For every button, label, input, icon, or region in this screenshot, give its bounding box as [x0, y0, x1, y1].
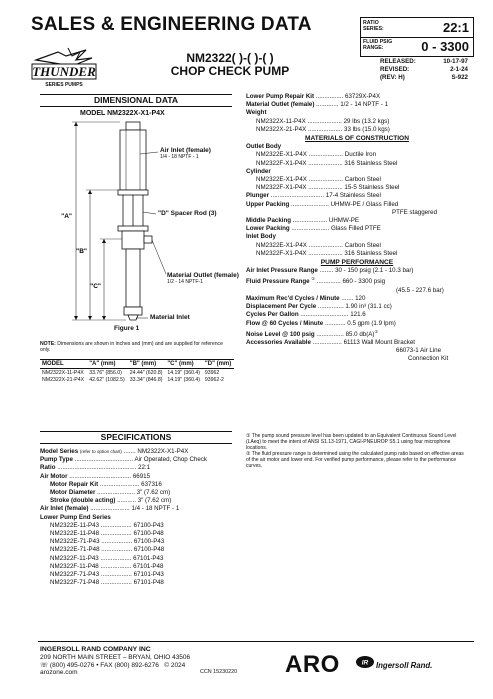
col-header: MODEL	[40, 360, 87, 369]
list-item: NM2322F-X1-P4X .................... 15-5 Stainless Steel	[256, 184, 400, 192]
spec-air-inlet: Air Inlet (female) ....................... 1/4 - 18 NPTF - 1	[40, 505, 180, 513]
ccn-number: CCN 15230220	[200, 669, 238, 675]
spec-label: Motor Repair Kit	[50, 480, 99, 488]
note-text: Dimensions are shown in inches and (mm) and are supplied for reference only.	[40, 341, 223, 353]
table-cell: 93962	[204, 369, 220, 376]
fluid-pressure-range: Fluid Pressure Range ② .............. 660 - 3300 psig	[246, 276, 386, 286]
spec-label: Pump Type	[40, 456, 73, 464]
air-inlet-callout	[160, 147, 211, 161]
company-website[interactable]: arozone.com	[40, 669, 78, 677]
max-cycles: Maximum Rec'd Cycles / Minute ....... 120	[246, 294, 366, 302]
spec-value: 3" (7.62 cm)	[136, 489, 171, 497]
middle-packing: Middle Packing .................... UHMW-PE	[246, 217, 360, 225]
footnote-1: ① The pump sound pressure level has been updated to an Equivalent Continuous Sound Level (LAeq) to meet the intent of ANSI S1.13-1971, CAGI-PNEUROP S5.1 using four microphone locations.	[246, 433, 457, 451]
released-value: 10-17-97	[443, 58, 468, 65]
upper-packing-cont: PTFE staggered	[392, 208, 438, 216]
company-info	[40, 646, 190, 677]
revised-label: REVISED:	[380, 66, 410, 73]
list-item: NM2322E-X1-P4X .................... Carbon Steel	[256, 176, 381, 184]
spec-label: Motor Diameter	[50, 489, 96, 497]
list-item: NM2322E-11-P48 .................. 67100-P48	[50, 530, 164, 538]
revised-value: 2-1-24	[450, 66, 468, 73]
lower-repair-kit: Lower Pump Repair Kit ................ 63729X-P4X	[246, 93, 381, 100]
specifications-list	[40, 448, 236, 587]
list-item: NM2322E-X1-P4X .................... Ductile Iron	[256, 151, 377, 159]
table-cell: 42.62" (1082.5)	[89, 376, 125, 383]
col-header: "B" (mm)	[128, 360, 166, 369]
upper-packing: Upper Packing ...................... UHMW-PE / Glass Filled	[246, 200, 399, 208]
ratio-label: RATIO SERIES:	[363, 20, 384, 32]
spec-label: Air Inlet (female)	[40, 505, 89, 513]
material-outlet: Material Outlet (female) ............. 1/2 - 14 NPTF - 1	[246, 101, 389, 109]
spec-ratio: Ratio .............................................. 22:1	[40, 464, 151, 472]
spacer-rod-callout: "D" Spacer Rod (3)	[158, 210, 217, 217]
model-heading	[170, 52, 290, 78]
model-number: NM2322( )-( )-( )	[186, 51, 274, 65]
materials-heading: MATERIALS OF CONSTRUCTION	[305, 135, 409, 143]
list-item: NM2322F-11-P43 .................. 67101-P43	[50, 554, 164, 562]
air-inlet-callout-label: Air Inlet (female)	[160, 147, 211, 154]
spec-motor-repair: Motor Repair Kit ....................... 637316	[50, 480, 162, 488]
cycles-per-gallon: Cycles Per Gallon ............................ 121.6	[246, 311, 366, 319]
spec-stroke: Stroke (double acting) ........... 3" (7.62 cm)	[50, 497, 172, 505]
note-label: NOTE:	[40, 341, 56, 347]
accessories: Accessories Available ................. 61113 Wall Mount Bracket	[246, 339, 415, 347]
specifications-heading: SPECIFICATIONS	[40, 431, 232, 444]
spec-value: 66915	[132, 472, 151, 480]
list-item: NM2322F-X1-P4X .................... 316 Stainless Steel	[256, 159, 398, 167]
col-header: "A" (mm)	[87, 360, 128, 369]
table-cell: NM2322X-11-P4X	[42, 369, 84, 376]
performance-heading: PUMP PERFORMANCE	[320, 259, 394, 267]
material-inlet-callout: Material Inlet	[150, 314, 190, 321]
table-cell: 93962-2	[204, 376, 224, 383]
logo-text: THUNDER	[32, 64, 96, 79]
page-title: SALES & ENGINEERING DATA	[31, 14, 312, 35]
cylinder-label: Cylinder	[246, 167, 271, 175]
noise-level: Noise Level @ 100 psig ................ 85.0 db(A)①	[246, 328, 379, 338]
material-outlet-callout-sub: 1/2 - 14 NPTF-1	[167, 279, 203, 285]
right-column-specs	[246, 93, 468, 364]
company-phone: ☏ (800) 495-0276 • FAX (800) 892-6276 © 2024	[40, 661, 186, 669]
rev-label: (REV: H)	[380, 74, 405, 81]
list-item: NM2322X-11-P4X .................... 29 lbs (13.2 kgs)	[256, 117, 390, 125]
spec-label: Air Motor	[40, 472, 68, 480]
list-item: NM2322F-71-P43 .................. 67101-P43	[50, 571, 164, 579]
spec-air-motor: Air Motor .................................... 66915	[40, 472, 151, 480]
thunder-series-logo	[28, 46, 100, 94]
accessories-cont: 66073-1 Air Line	[396, 347, 442, 355]
figure-caption: Figure 1	[114, 325, 140, 332]
table-row	[40, 369, 234, 377]
spec-pump-type: Pump Type .................................. Air Operated, Chop Check	[40, 456, 208, 464]
list-item: NM2322F-71-P48 .................. 67101-P48	[50, 579, 164, 587]
col-header: "D" (mm)	[203, 360, 234, 369]
displacement: Displacement Per Cycle ............... 1.90 in³ (31.1 cc)	[246, 303, 392, 311]
footnotes	[246, 433, 468, 469]
material-outlet-callout-label: Material Outlet (female)	[167, 272, 239, 279]
table-cell: NM2322X-21-P4X	[42, 376, 85, 383]
aro-logo: ARO	[285, 651, 340, 678]
outlet-body-label: Outlet Body	[246, 143, 282, 151]
table-cell: 24.44" (620.8)	[129, 369, 163, 376]
table-row	[40, 376, 234, 383]
footnote-2: ② The fluid pressure range is determined using the calculated pump ratio based on effective areas of the air motor and lower end. For verified pump performance, please refer to the performance curves.	[246, 451, 464, 469]
ingersoll-rand-logo-icon	[355, 655, 375, 669]
psig-value: 0 - 3300	[421, 39, 469, 54]
released-label: RELEASED:	[380, 58, 416, 65]
company-address: 209 NORTH MAIN STREET – BRYAN, OHIO 43506	[40, 653, 191, 661]
spec-value: 22:1	[138, 464, 151, 472]
spec-value: Air Operated, Chop Check	[134, 456, 208, 464]
list-item: NM2322F-X1-P4X .................... 316 Stainless Steel	[256, 249, 398, 257]
inlet-body-label: Inlet Body	[246, 233, 276, 241]
spec-note: (refer to option chart)	[79, 449, 122, 454]
spec-model-series: Model Series (refer to option chart) ....... NM2322X-X1-P4X	[40, 448, 189, 455]
weight-label: Weight	[246, 109, 267, 117]
svg-text:IR: IR	[361, 659, 369, 667]
table-cell: 14.19" (360.4)	[167, 369, 201, 376]
list-item: NM2322X-21-P4X .................... 33 lbs (15.0 kgs)	[256, 125, 390, 133]
ingersoll-rand-name: Ingersoll Rand.	[376, 661, 433, 670]
list-item: NM2322E-11-P43 .................. 67100-P43	[50, 521, 164, 529]
air-pressure-range: Air Inlet Pressure Range ........ 30 - 150 psig (2.1 - 10.3 bar)	[246, 267, 414, 275]
dimension-a-label: "A"	[61, 213, 72, 220]
material-outlet-callout	[167, 272, 239, 286]
flow-rate: Flow @ 60 Cycles / Minute ............ 0.5 gpm (1.9 lpm)	[246, 319, 396, 327]
spec-label: Model Series	[40, 448, 79, 455]
dimension-table	[40, 359, 234, 383]
col-header: "C" (mm)	[165, 360, 203, 369]
company-name: INGERSOLL RAND COMPANY INC	[40, 646, 151, 653]
list-item: NM2322E-X1-P4X .................... Carbon Steel	[256, 241, 381, 249]
figure-model-label: MODEL NM2322X-X1-P4X	[80, 110, 165, 117]
footer-divider	[38, 641, 474, 642]
spec-value: NM2322X-X1-P4X	[137, 448, 189, 455]
dimension-b-label: "B"	[76, 248, 87, 255]
air-inlet-callout-sub: 1/4 - 18 NPTF - 1	[160, 154, 199, 160]
revision-info	[380, 58, 468, 82]
rev-value: S-922	[451, 74, 468, 81]
logo-sub: SERIES PUMPS	[45, 82, 83, 88]
list-item: NM2322F-11-P48 .................. 67101-P48	[50, 562, 164, 570]
accessories-cont2: Connection Kit	[408, 355, 449, 363]
table-cell: 33.34" (846.8)	[129, 376, 163, 383]
table-cell: 33.76" (856.0)	[89, 369, 122, 376]
spec-value: 1/4 - 18 NPTF - 1	[131, 505, 180, 513]
dimension-c-label: "C"	[90, 283, 101, 290]
spec-label: Stroke (double acting)	[50, 497, 116, 505]
dimensional-data-heading: DIMENSIONAL DATA	[40, 94, 232, 107]
dimension-table-header	[40, 360, 234, 369]
spec-value: 3" (7.62 cm)	[137, 497, 172, 505]
spec-value: 637316	[141, 480, 162, 488]
psig-label: FLUID PSIG RANGE:	[363, 39, 393, 51]
spec-motor-diameter: Motor Diameter ...................... 3" (7.62 cm)	[50, 489, 171, 497]
list-item: NM2322E-71-P43 .................. 67100-P43	[50, 538, 165, 546]
plunger: Plunger ............................... 17-4 Stainless Steel	[246, 192, 381, 200]
fluid-pressure-range-cont: (45.5 - 227.6 bar)	[396, 286, 444, 294]
ratio-range-box	[360, 17, 474, 57]
ratio-value: 22:1	[442, 20, 469, 35]
spec-label: Ratio	[40, 464, 56, 472]
lower-packing: Lower Packing ...................... Glass Filled PTFE	[246, 225, 381, 233]
list-item: NM2322E-71-P48 .................. 67100-P48	[50, 546, 165, 554]
model-description: CHOP CHECK PUMP	[170, 64, 290, 78]
pump-dimension-drawing	[40, 108, 232, 334]
spec-lower-series-label: Lower Pump End Series	[40, 513, 111, 521]
dimension-note	[40, 341, 230, 353]
table-cell: 14.19" (360.4)	[167, 376, 201, 383]
